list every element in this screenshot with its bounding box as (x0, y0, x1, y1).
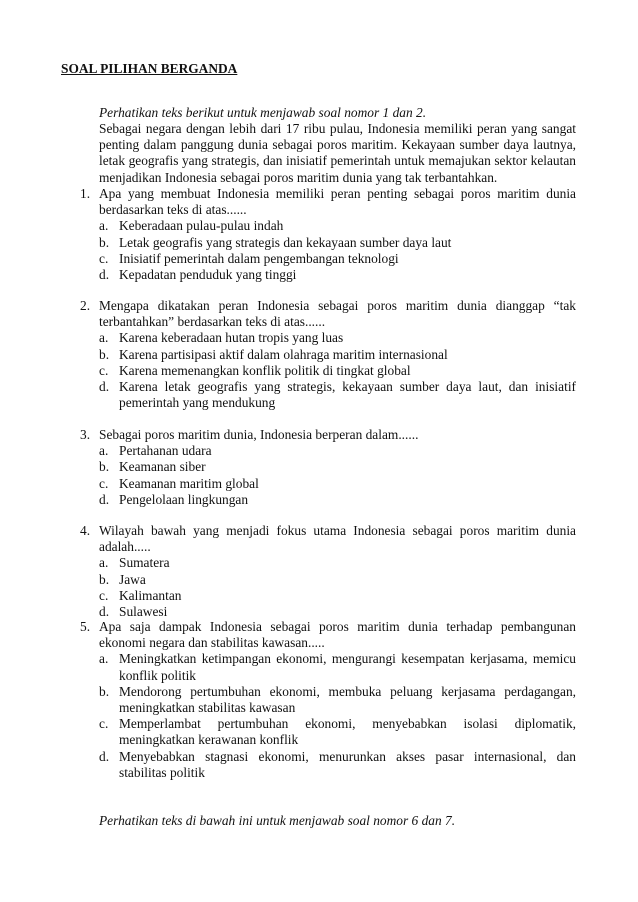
question-number: 5. (80, 619, 91, 634)
option-text: Pengelolaan lingkungan (119, 491, 249, 507)
option-letter: d. (99, 748, 110, 764)
passage-instruction-2: Perhatikan teks di bawah ini untuk menjawab soal nomor 6 dan 7. (99, 813, 456, 828)
option-letter: c. (99, 250, 109, 266)
option-list (99, 218, 576, 283)
option-text: Memperlambat pertumbuhan ekonomi, menyebabkan isolasi diplomatik, meningkatkan kerawanan konflik (119, 716, 576, 748)
option-text: Karena letak geografis yang strategis, kekayaan sumber daya laut, dan inisiatif pemerintah yang mendukung (119, 379, 576, 411)
question-stem: Wilayah bawah yang menjadi fokus utama Indonesia sebagai poros maritim dunia adalah..... (99, 523, 576, 555)
option-text: Jawa (119, 571, 146, 587)
option-letter: b. (99, 571, 110, 587)
option-letter: d. (99, 491, 110, 507)
option-letter: a. (99, 218, 109, 234)
option-a (99, 443, 576, 459)
option-text: Kalimantan (119, 587, 182, 603)
question-4 (80, 523, 576, 620)
question-3 (80, 427, 576, 508)
option-letter: d. (99, 379, 110, 395)
option-c (99, 588, 576, 604)
option-a (99, 218, 576, 234)
option-text: Mendorong pertumbuhan ekonomi, membuka peluang kerjasama perdagangan, meningkatkan stabilitas kawasan (119, 683, 576, 716)
question-stem: Apa saja dampak Indonesia sebagai poros maritim dunia terhadap pembangunan ekonomi negara dan stabilitas kawasan..... (99, 619, 576, 651)
option-c (99, 363, 576, 379)
passage-instruction: Perhatikan teks berikut untuk menjawab soal nomor 1 dan 2. (99, 105, 427, 120)
option-text: Sulawesi (119, 604, 168, 620)
option-letter: b. (99, 683, 110, 699)
option-letter: c. (99, 475, 109, 491)
option-text: Karena memenangkan konflik politik di tingkat global (119, 362, 411, 378)
option-b (99, 572, 576, 588)
option-text: Keamanan siber (119, 459, 206, 475)
option-letter: d. (99, 604, 110, 620)
option-letter: c. (99, 716, 109, 732)
question-5 (80, 619, 576, 781)
option-text: Pertahanan udara (119, 443, 212, 459)
option-d (99, 267, 576, 283)
reading-passage: Sebagai negara dengan lebih dari 17 ribu pulau, Indonesia memiliki peran yang sangat penting dalam panggung dunia sebagai poros maritim. Kekayaan sumber daya lautnya, letak geografis yang strategis, dan inisiatif pemerintah untuk memajukan sektor kelautan menjadikan Indonesia sebagai poros maritim dunia yang tak terbantahkan. (99, 121, 576, 185)
option-b (99, 235, 576, 251)
option-letter: a. (99, 330, 109, 346)
option-letter: a. (99, 651, 109, 667)
option-letter: d. (99, 267, 110, 283)
option-b (99, 459, 576, 475)
option-a (99, 651, 576, 683)
option-letter: b. (99, 346, 110, 362)
option-text: Letak geografis yang strategis dan kekayaan sumber daya laut (119, 234, 452, 250)
question-1 (80, 186, 576, 283)
option-letter: a. (99, 555, 109, 571)
option-letter: c. (99, 587, 109, 603)
option-c (99, 476, 576, 492)
option-list (99, 443, 576, 508)
question-number: 1. (80, 186, 91, 201)
option-d (99, 492, 576, 508)
option-letter: b. (99, 234, 110, 250)
option-c (99, 716, 576, 748)
option-text: Meningkatkan ketimpangan ekonomi, mengurangi kesempatan kerjasama, memicu konflik politik (119, 651, 576, 683)
option-text: Karena keberadaan hutan tropis yang luas (119, 330, 344, 346)
option-d (99, 749, 576, 781)
option-a (99, 330, 576, 346)
option-letter: c. (99, 362, 109, 378)
option-text: Sumatera (119, 555, 170, 571)
question-number: 4. (80, 523, 91, 538)
option-a (99, 555, 576, 571)
option-list (99, 651, 576, 781)
option-text: Keberadaan pulau-pulau indah (119, 218, 284, 234)
option-b (99, 347, 576, 363)
option-list (99, 555, 576, 620)
section-heading: SOAL PILIHAN BERGANDA (61, 61, 238, 76)
option-d (99, 604, 576, 620)
option-text: Karena partisipasi aktif dalam olahraga maritim internasional (119, 346, 448, 362)
option-c (99, 251, 576, 267)
question-stem: Apa yang membuat Indonesia memiliki peran penting sebagai poros maritim dunia berdasarkan teks di atas...... (99, 186, 576, 218)
option-text: Menyebabkan stagnasi ekonomi, menurunkan akses pasar internasional, dan stabilitas politik (119, 748, 576, 780)
question-number: 2. (80, 298, 91, 313)
option-b (99, 684, 576, 716)
option-text: Inisiatif pemerintah dalam pengembangan teknologi (119, 250, 399, 266)
option-text: Keamanan maritim global (119, 475, 259, 491)
question-2 (80, 298, 576, 411)
option-letter: b. (99, 459, 110, 475)
option-letter: a. (99, 443, 109, 459)
option-d (99, 379, 576, 411)
option-list (99, 330, 576, 411)
question-stem: Mengapa dikatakan peran Indonesia sebagai poros maritim dunia dianggap “tak terbantahkan” berdasarkan teks di atas...... (99, 298, 576, 330)
question-stem: Sebagai poros maritim dunia, Indonesia berperan dalam...... (99, 427, 419, 442)
option-text: Kepadatan penduduk yang tinggi (119, 267, 297, 283)
question-number: 3. (80, 427, 91, 442)
